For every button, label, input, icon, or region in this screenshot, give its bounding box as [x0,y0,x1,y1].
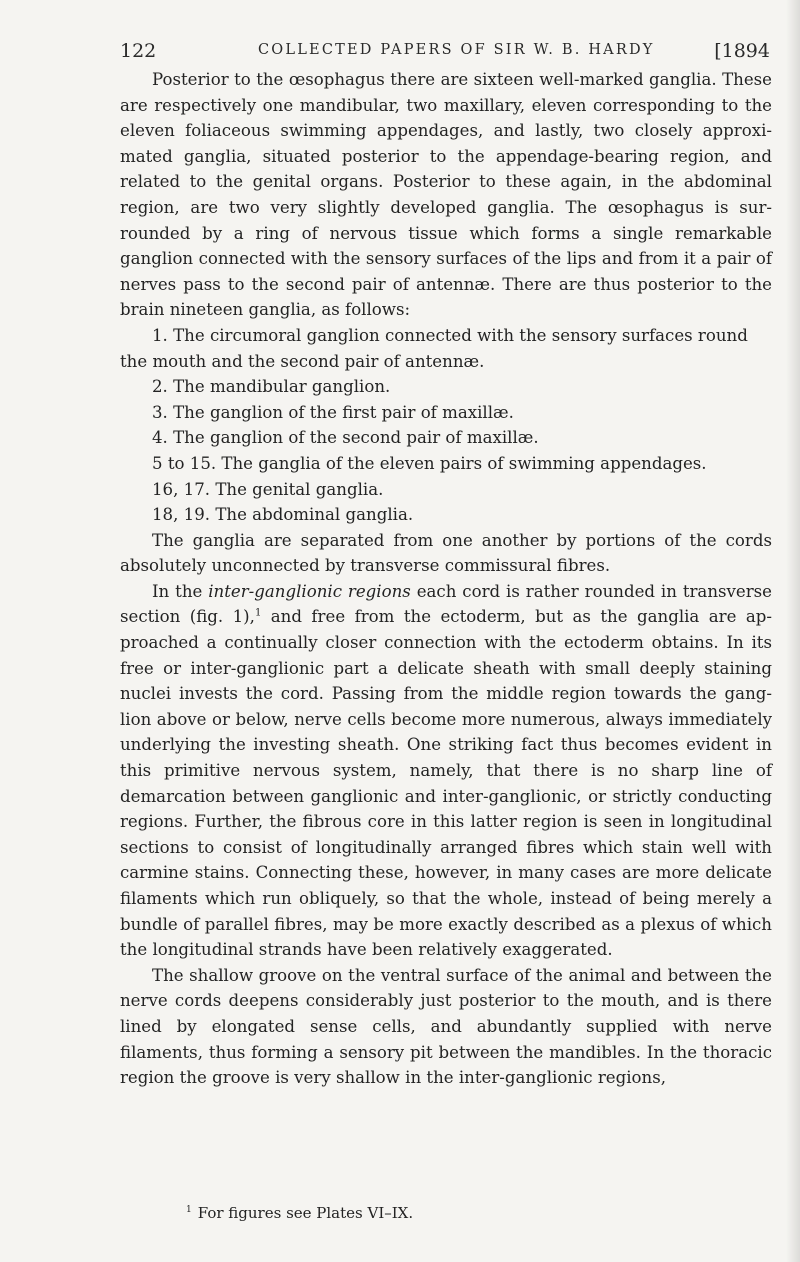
paragraph-text: and free from the ectoderm, but as the ganglia are ap-proached a continually closer connection with the ectoderm obtains. In its free or inter-ganglionic part a delicate sheath with small deeply staining nuclei invests the cord. Passing from the middle region towards the gang-lion above or below, nerve cells become more numerous, always immediately underlying the investing sheath. One striking fact thus becomes evident in this primitive nervous system, namely, that there is no sharp line of demarcation between ganglionic and inter-ganglionic, or strictly conducting regions. Further, the fibrous core in this latter region is seen in longitudinal sections to consist of longitudinally arranged fibres which stain well with carmine stains. Connecting these, however, in many cases are more delicate filaments which run obliquely, so that the whole, instead of being merely a bundle of parallel fibres, may be more exactly described as a plexus of which the longitudinal strands have been relatively exaggerated. [120,607,772,960]
paragraph: Posterior to the œsophagus there are sixteen well-marked ganglia. These are respectively one mandibular, two maxillary, eleven corresponding to the eleven foliaceous swimming appendages, and lastly, two closely approxi-mated ganglia, situated posterior to the appendage-bearing region, and related to the genital organs. Posterior to these again, in the abdominal region, are two very slightly developed ganglia. The œsophagus is sur-rounded by a ring of nervous tissue which forms a single remarkable ganglion connected with the sensory surfaces of the lips and from it a pair of nerves pass to the second pair of antennæ. There are thus posterior to the brain nineteen ganglia, as follows: [120,70,772,320]
list-item: 16, 17. The genital ganglia. [152,479,384,499]
page-edge-shadow [786,0,800,1262]
emphasis-term: inter-ganglionic regions [208,581,411,601]
list-item: 2. The mandibular ganglion. [152,377,391,397]
list-item: 1. The circumoral ganglion connected with the sensory surfaces round the mouth and the second pair of antennæ. [120,325,748,371]
paragraph-intro: In the [152,581,209,601]
list-item: 4. The ganglion of the second pair of maxillæ. [152,428,539,448]
running-title: COLLECTED PAPERS OF SIR W. B. HARDY [258,42,655,58]
list-item: 3. The ganglion of the first pair of maxillæ. [152,402,514,422]
list-item: 5 to 15. The ganglia of the eleven pairs of swimming appendages. [152,453,707,473]
year-bracket: [1894 [714,40,770,62]
paragraph: The ganglia are separated from one another by portions of the cords absolutely unconnected by transverse commissural fibres. [120,530,772,576]
page-number: 122 [120,40,157,62]
footnote-text: For figures see Plates VI–IX. [197,1204,414,1222]
paragraph [120,579,772,963]
footnote-reference: 1 [254,607,262,619]
footnote-marker: 1 [186,1205,192,1215]
footnote [186,1204,413,1222]
list-item: 18, 19. The abdominal ganglia. [152,505,414,525]
body-text [120,67,772,1091]
paragraph-text: each cord is rather rounded in transverse section (fig. 1), [120,581,772,627]
page-header [120,40,770,68]
paragraph: The shallow groove on the ventral surface of the animal and between the nerve cords deepens considerably just posterior to the mouth, and is there lined by elongated sense cells, and abundantly supplied with nerve filaments, thus forming a sensory pit between the mandibles. In the thoracic region the groove is very shallow in the inter-ganglionic regions, [120,965,772,1088]
